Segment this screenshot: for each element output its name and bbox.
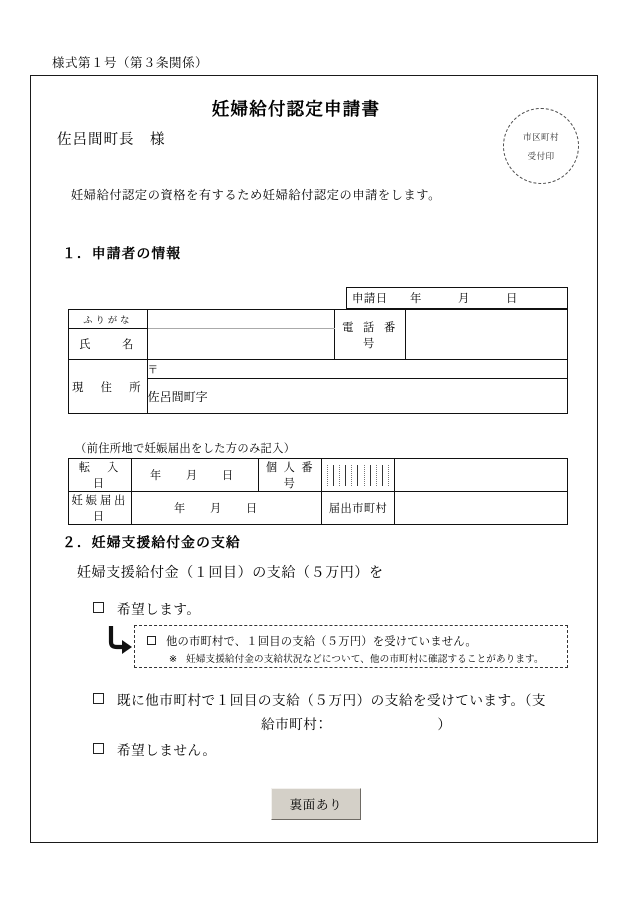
move-in-month: 月: [186, 469, 198, 482]
application-date-fields[interactable]: [410, 290, 567, 306]
table-row-address-zip: [69, 360, 568, 379]
pregnancy-month: 月: [210, 502, 222, 515]
addressee: 佐呂間町長 様: [57, 132, 166, 148]
section-1-heading: １．申請者の情報: [62, 246, 182, 262]
pregnancy-year: 年: [174, 502, 186, 515]
mynumber-label: 個 人 番 号: [259, 459, 322, 492]
tel-input[interactable]: [406, 310, 568, 360]
application-date-label: 申請日: [352, 291, 388, 305]
move-in-year: 年: [150, 469, 162, 482]
zip-input[interactable]: 〒: [147, 360, 567, 379]
option-no-wish[interactable]: [93, 739, 216, 759]
form-number: 様式第１号（第３条関係）: [52, 56, 209, 70]
notify-city-input[interactable]: [395, 492, 568, 525]
furigana-label: ふりがな: [69, 310, 148, 329]
note-mark-icon: ※: [169, 654, 178, 665]
sub-condition-note-text: 妊婦支援給付金の支給状況などについて、他の市町村に確認することがあります。: [186, 654, 544, 665]
payment-lead-text: 妊婦支援給付金（１回目）の支給（５万円）を: [77, 565, 384, 581]
transfer-table-note: （前住所地で妊娠届出をした方のみ記入）: [75, 442, 296, 455]
application-date-day: 日: [506, 291, 518, 305]
address-input[interactable]: 佐呂間町字: [147, 379, 567, 414]
mynumber-cell[interactable]: [389, 465, 394, 486]
notify-city-label: 届出市町村: [322, 492, 395, 525]
arrow-icon: [107, 624, 133, 654]
table-row-furigana: [69, 310, 568, 329]
sub-condition-option[interactable]: [147, 633, 477, 649]
application-date-month: 月: [458, 291, 470, 305]
intro-sentence: 妊婦給付認定の資格を有するため妊婦給付認定の申請をします。: [71, 188, 441, 202]
move-in-date-label: 転 入 日: [69, 459, 132, 492]
back-side-button[interactable]: 裏面あり: [271, 788, 361, 820]
page-title: 妊婦給付認定申請書: [211, 100, 381, 120]
transfer-info-table: [68, 458, 568, 525]
name-input[interactable]: [147, 329, 334, 360]
sub-condition-box: [134, 625, 568, 668]
pregnancy-day: 日: [246, 502, 258, 515]
pregnancy-notify-date-input[interactable]: [132, 492, 322, 525]
name-label: 氏 名: [69, 329, 148, 360]
applicant-info-table: [68, 309, 568, 414]
table-row-pregnancy-notify: [69, 492, 568, 525]
address-label: 現 住 所: [69, 360, 148, 414]
application-date-year: 年: [410, 291, 422, 305]
move-in-day: 日: [222, 469, 234, 482]
section-2-heading: ２．妊婦支援給付金の支給: [62, 535, 241, 551]
form-frame: [30, 75, 598, 843]
pregnancy-notify-date-label: 妊娠届出日: [69, 492, 132, 525]
furigana-input[interactable]: [147, 310, 334, 329]
option-already-received-city-field[interactable]: 給市町村： ）: [261, 717, 452, 733]
stamp-line-2: 受付印: [527, 151, 555, 162]
sub-condition-note: [169, 651, 544, 665]
option-wish-label: 希望します。: [117, 602, 201, 618]
checkbox-already-received-icon[interactable]: [93, 693, 104, 704]
option-already-received[interactable]: [93, 689, 546, 709]
option-wish[interactable]: [93, 598, 200, 618]
receipt-stamp-circle: [503, 108, 579, 184]
move-in-date-input[interactable]: [132, 459, 259, 492]
application-date-row: [346, 287, 568, 309]
option-already-received-label: 既に他市町村で１回目の支給（５万円）の支給を受けています。（支: [117, 693, 547, 709]
checkbox-wish-icon[interactable]: [93, 602, 104, 613]
sub-condition-label: 他の市町村で、１回目の支給（５万円）を受けていません。: [166, 635, 477, 648]
mynumber-input-cells[interactable]: [322, 459, 395, 492]
tel-label: 電 話 番 号: [334, 310, 405, 360]
stamp-line-1: 市区町村: [523, 132, 559, 143]
checkbox-not-received-icon[interactable]: [147, 636, 156, 645]
checkbox-no-wish-icon[interactable]: [93, 743, 104, 754]
table-row-move-in: [69, 459, 568, 492]
option-no-wish-label: 希望しません。: [117, 743, 217, 759]
